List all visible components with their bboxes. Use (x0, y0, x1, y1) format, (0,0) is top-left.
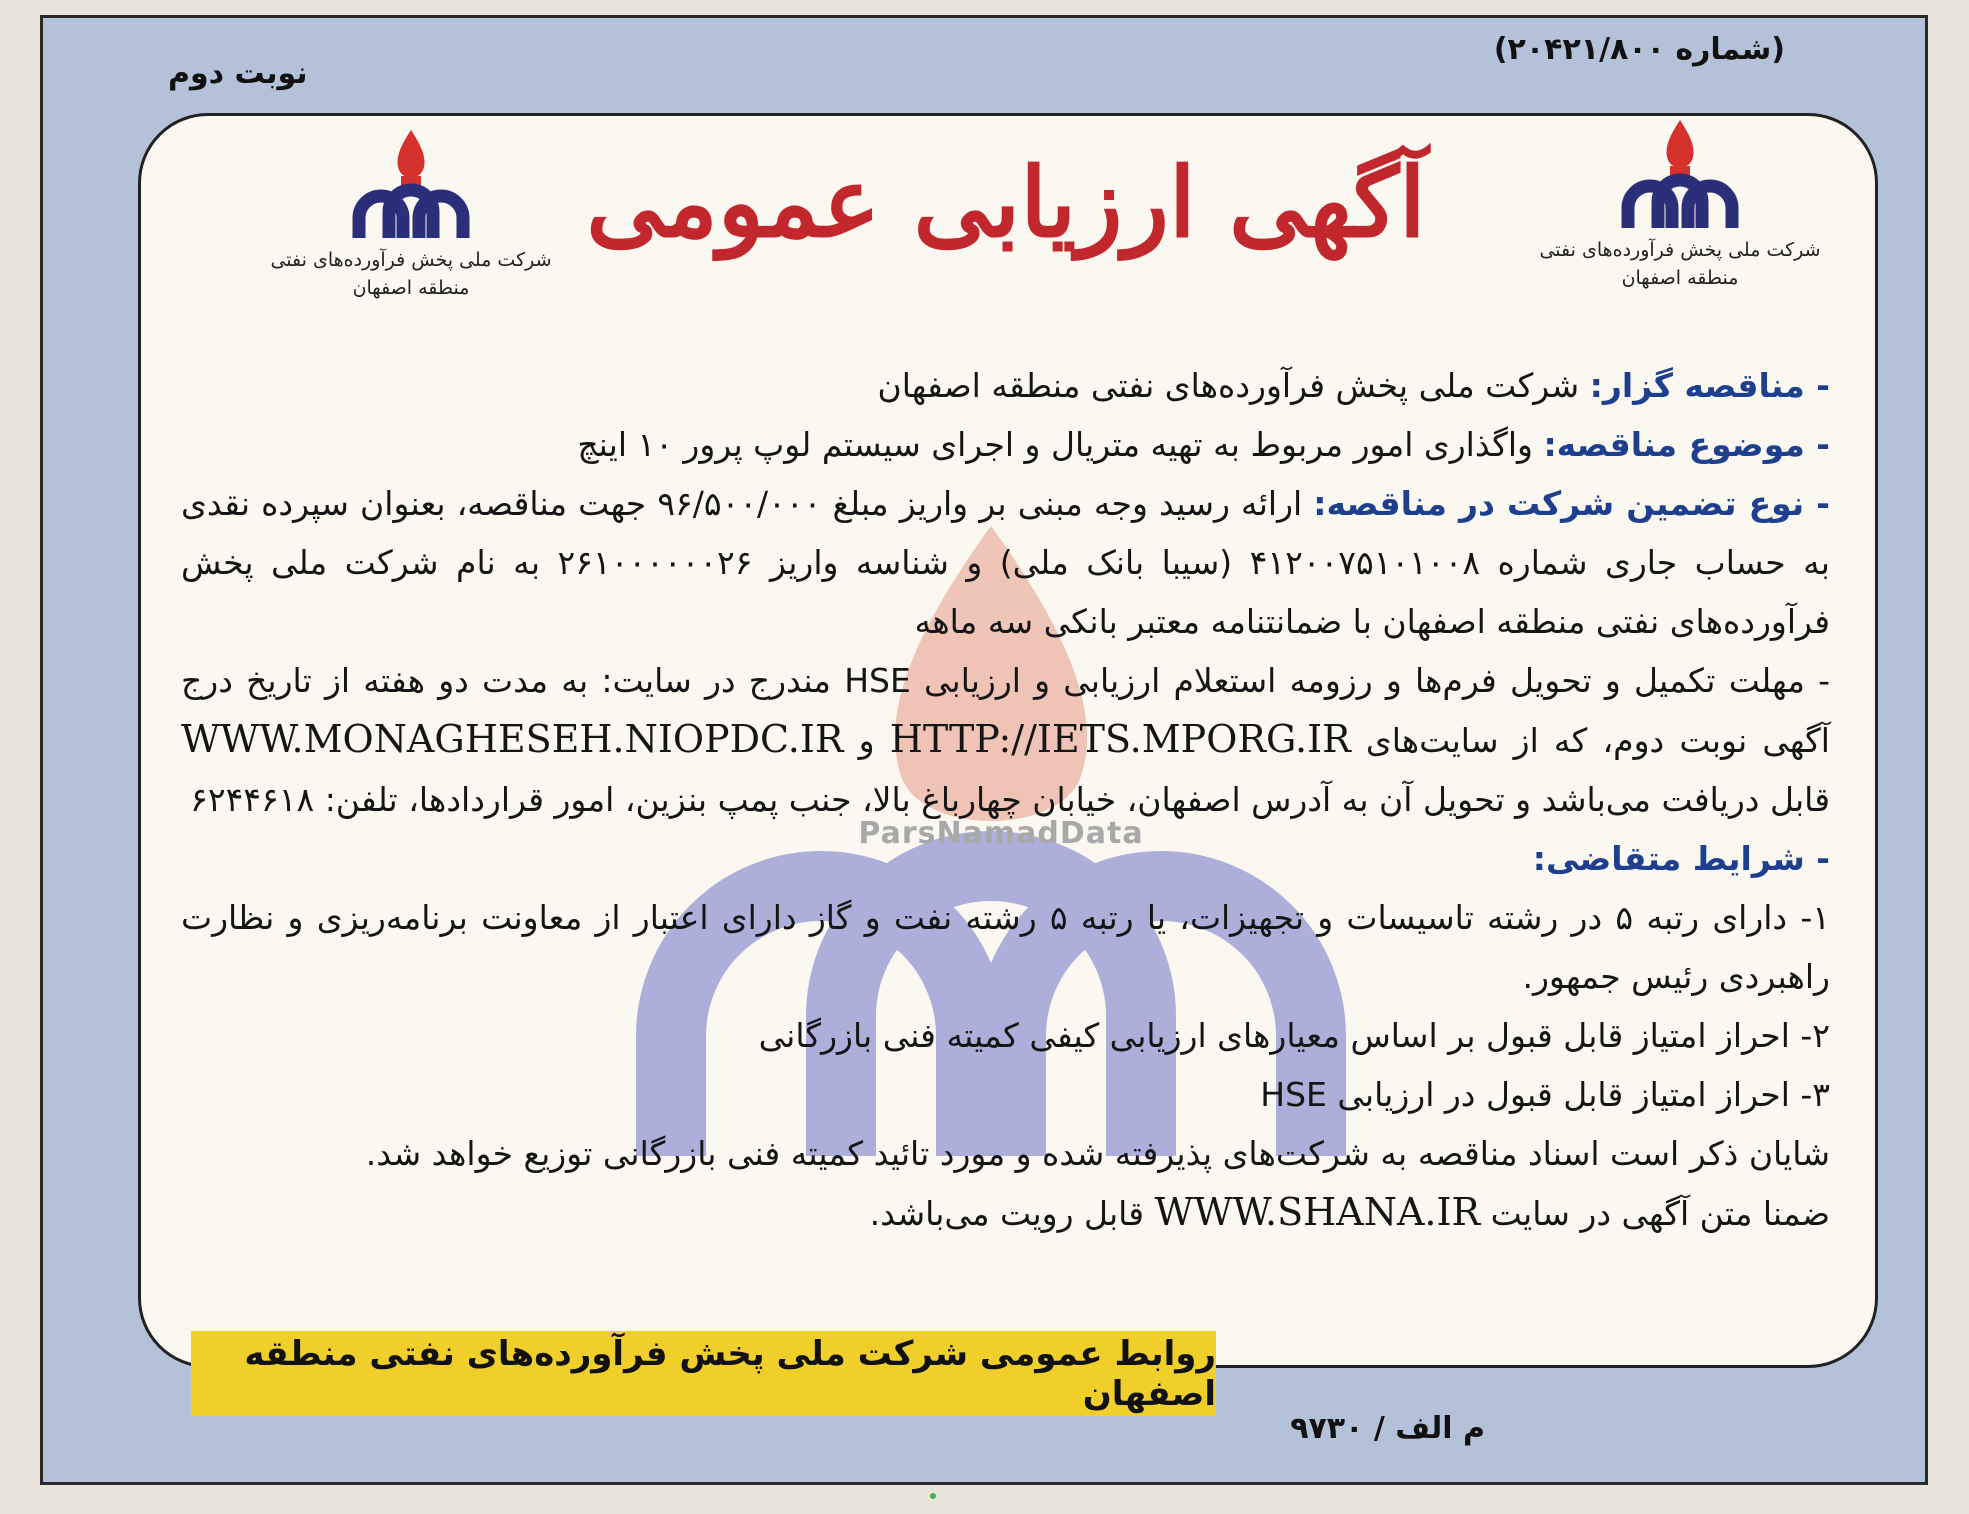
watermark-text: ParsNamadData (858, 816, 1144, 851)
logo-left-caption-2: منطقه اصفهان (352, 277, 470, 299)
flame-emblem-icon (1610, 116, 1750, 236)
site-link-shana[interactable]: WWW.SHANA.IR (1154, 1190, 1481, 1234)
deadline-text-1: - مهلت تکمیل و تحویل فرم‌ها و رزومه استعلام ارزیابی و ارزیابی HSE مندرج در سایت: به مدت دو هفته از تاریخ درج آگهی نوبت دوم، که از سایت‌های (181, 661, 1831, 760)
tenderer-value: شرکت ملی پخش فرآورده‌های نفتی منطقه اصفهان (877, 366, 1580, 405)
note-website (181, 1183, 1830, 1243)
ad-frame (40, 15, 1928, 1485)
tenderer-label: - مناقصه گزار: (1589, 366, 1830, 405)
guarantee-label: - نوع تضمین شرکت در مناقصه: (1313, 484, 1830, 523)
subject-label: - موضوع مناقصه: (1543, 425, 1830, 464)
note-website-text-2: قابل رویت می‌باشد. (869, 1194, 1145, 1233)
guarantee-value: ارائه رسید وجه مبنی بر واریز مبلغ ۹۶/۵۰۰/۰۰۰ جهت مناقصه، بعنوان سپرده نقدی به حساب جاری شماره ۴۱۲۰۰۷۵۱۰۱۰۰۸ (سیبا بانک ملی) و شناسه واریز ۲۶۱۰۰۰۰۰۰۲۶ به نام شرکت ملی پخش فرآورده‌های نفتی منطقه اصفهان با ضمانتنامه معتبر بانکی سه ماهه (181, 484, 1830, 641)
logo-right-caption-1: شرکت ملی پخش فرآورده‌های نفتی (1539, 239, 1821, 261)
notice-panel (138, 113, 1878, 1414)
company-logo-left (261, 126, 561, 336)
publication-round: نوبت دوم (168, 56, 308, 91)
company-logo-right (1530, 116, 1830, 326)
site-link-iets[interactable]: HTTP://IETS.MPORG.IR (889, 717, 1351, 761)
condition-2: ۲- احراز امتیاز قابل قبول بر اساس معیارهای ارزیابی کیفی کمیته فنی بازرگانی (758, 1016, 1830, 1055)
note-website-text-1: ضمنا متن آگهی در سایت (1490, 1194, 1830, 1233)
guarantee-paragraph (181, 474, 1830, 651)
conjunction-and: و (858, 721, 875, 760)
logo-right-caption-2: منطقه اصفهان (1621, 267, 1739, 289)
site-link-monagheseh[interactable]: WWW.MONAGHESEH.NIOPDC.IR (181, 717, 844, 761)
condition-1: ۱- دارای رتبه ۵ در رشته تاسیسات و تجهیزات، یا رتبه ۵ رشته نفت و گاز دارای اعتبار از معاونت برنامه‌ریزی و نظارت راهبردی رئیس جمهور. (181, 898, 1830, 996)
conditions-label: - شرایط متقاضی: (1532, 839, 1830, 878)
note-distribution: شایان ذکر است اسناد مناقصه به شرکت‌های پذیرفته شده و مورد تائید کمیته فنی بازرگانی توزیع خواهد شد. (365, 1134, 1830, 1173)
tenderer-line (181, 356, 1830, 415)
subject-value: واگذاری امور مربوط به تهیه متریال و اجرای سیستم لوپ پرور ۱۰ اینچ (577, 425, 1533, 464)
notice-title: آگهی ارزیابی عمومی (586, 146, 1426, 259)
condition-3: ۳- احراز امتیاز قابل قبول در ارزیابی HSE (1260, 1075, 1830, 1114)
logo-left-caption-1: شرکت ملی پخش فرآورده‌های نفتی (270, 249, 552, 271)
subject-line (181, 415, 1830, 474)
public-relations-ribbon: روابط عمومی شرکت ملی پخش فرآورده‌های نفتی منطقه اصفهان (191, 1331, 1216, 1416)
conditions-heading-line (181, 829, 1830, 888)
footer-code: م الف / ۹۷۳۰ (1290, 1411, 1485, 1446)
deadline-text-2: قابل دریافت می‌باشد و تحویل آن به آدرس اصفهان، خیابان چهارباغ بالا، جنب پمپ بنزین، امور قراردادها، تلفن: ۶۲۴۴۶۱۸ (190, 780, 1830, 819)
deadline-paragraph (181, 651, 1830, 829)
notice-body (181, 356, 1830, 1243)
flame-emblem-icon (341, 126, 481, 246)
notice-number: (شماره ۲۰۴۲۱/۸۰۰) (1493, 32, 1785, 67)
print-fleck (930, 1493, 936, 1499)
